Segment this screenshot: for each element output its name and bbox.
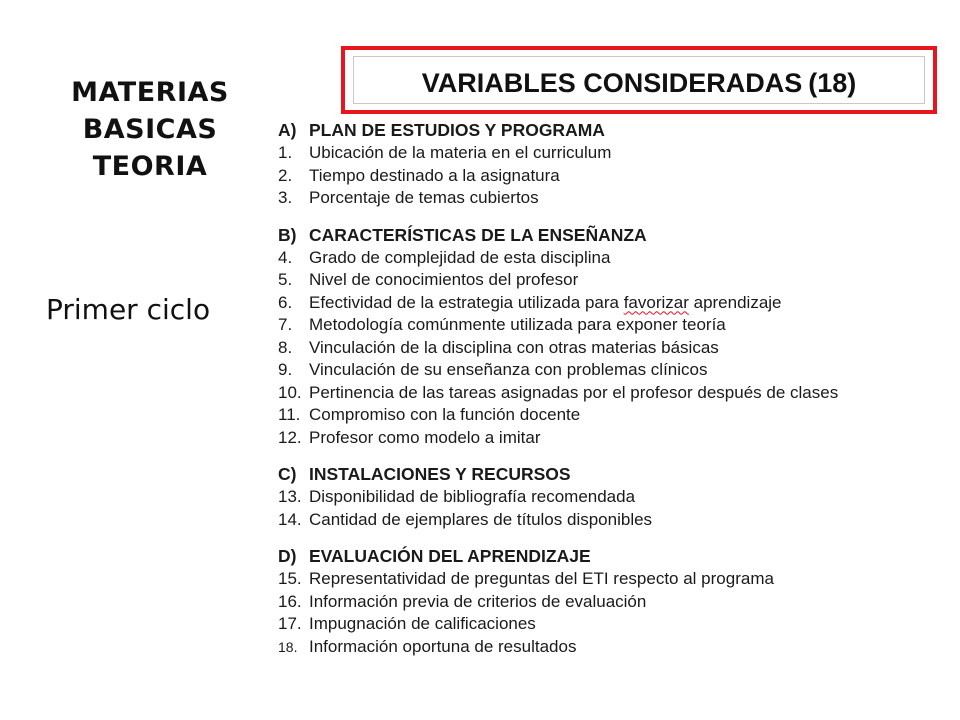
section-heading: [278, 462, 950, 486]
item-number: 5.: [278, 270, 293, 289]
section-heading: [278, 544, 950, 568]
item-text: Representatividad de preguntas del ETI respecto al programa: [309, 569, 774, 588]
item-text: [309, 292, 782, 315]
list-item: [278, 187, 950, 210]
item-number: 10.: [278, 382, 302, 402]
list-item: [278, 247, 950, 270]
item-number: 7.: [278, 315, 293, 334]
item-text: Información oportuna de resultados: [309, 636, 577, 656]
section-caracteristicas-ensenanza: [278, 223, 950, 450]
item-number: 4.: [278, 247, 293, 267]
item-text: Nivel de conocimientos del profesor: [309, 270, 579, 289]
subject-title-line: TEORIA: [92, 151, 208, 182]
item-number: 6.: [278, 292, 293, 312]
item-number: 9.: [278, 360, 293, 379]
item-text: Metodología comúnmente utilizada para exponer teoría: [309, 315, 726, 334]
item-number: 8.: [278, 337, 293, 357]
list-item: [278, 613, 950, 636]
section-heading-text: EVALUACIÓN DEL APRENDIZAJE: [309, 546, 591, 566]
cycle-label: Primer ciclo: [46, 293, 211, 326]
variables-list: [278, 118, 950, 658]
section-heading-text: CARACTERÍSTICAS DE LA ENSEÑANZA: [309, 224, 647, 245]
list-item: [278, 591, 950, 614]
section-heading-text: PLAN DE ESTUDIOS Y PROGRAMA: [309, 120, 605, 140]
item-number: 11.: [278, 405, 301, 424]
item-number: 14.: [278, 509, 302, 529]
subject-title: [40, 74, 260, 185]
list-item: [278, 486, 950, 509]
item-text: Vinculación de su enseñanza con problemas clínicos: [309, 360, 708, 379]
item-number: 15.: [278, 569, 302, 588]
item-text-part: Efectividad de la estrategia utilizada para: [309, 292, 624, 312]
section-marker: C): [278, 464, 297, 484]
list-item: [278, 359, 950, 382]
item-text: Ubicación de la materia en el curriculum: [309, 143, 612, 162]
page-title-text: VARIABLES CONSIDERADAS: [421, 68, 803, 98]
item-text: Tiempo destinado a la asignatura: [309, 165, 560, 185]
item-text: Profesor como modelo a imitar: [309, 427, 541, 447]
list-item: [278, 568, 950, 591]
list-item: [278, 509, 950, 532]
section-heading: [278, 223, 950, 247]
list-item: [278, 292, 950, 315]
section-heading-text: INSTALACIONES Y RECURSOS: [309, 464, 571, 484]
section-marker: B): [278, 224, 297, 245]
item-text: Disponibilidad de bibliografía recomendada: [309, 487, 636, 506]
item-text: Vinculación de la disciplina con otras materias básicas: [309, 337, 719, 357]
item-number: 13.: [278, 487, 302, 506]
list-item: [278, 142, 950, 165]
section-plan-estudios: [278, 118, 950, 210]
item-number: 3.: [278, 188, 293, 207]
item-number: 12.: [278, 427, 302, 447]
item-text: Impugnación de calificaciones: [309, 614, 536, 633]
list-item: [278, 427, 950, 450]
item-number: 1.: [278, 143, 293, 162]
spellcheck-flagged-word: favorizar: [623, 292, 689, 312]
subject-title-line: MATERIAS: [71, 77, 229, 108]
item-number: 18.: [278, 638, 298, 655]
item-text-part: aprendizaje: [688, 292, 782, 312]
item-text: Porcentaje de temas cubiertos: [309, 188, 539, 207]
list-item: [278, 404, 950, 427]
item-text: Grado de complejidad de esta disciplina: [309, 247, 611, 267]
item-number: 17.: [278, 614, 302, 633]
section-instalaciones-recursos: [278, 462, 950, 531]
section-marker: A): [278, 120, 297, 140]
section-heading: [278, 118, 950, 142]
variables-title-box: [341, 46, 937, 114]
item-text: Pertinencia de las tareas asignadas por el profesor después de clases: [309, 382, 839, 402]
item-text: Información previa de criterios de evaluación: [309, 591, 647, 611]
subject-title-line: BASICAS: [82, 114, 218, 145]
section-marker: D): [278, 546, 297, 566]
list-item: [278, 314, 950, 337]
item-text: Compromiso con la función docente: [309, 405, 581, 424]
variables-count: (18): [808, 68, 857, 98]
list-item: [278, 337, 950, 360]
item-number: 16.: [278, 591, 302, 611]
section-evaluacion-aprendizaje: [278, 544, 950, 658]
item-number: 2.: [278, 165, 293, 185]
page-title: [345, 68, 933, 98]
list-item: [278, 382, 950, 405]
list-item: [278, 269, 950, 292]
list-item: [278, 636, 950, 659]
item-text: Cantidad de ejemplares de títulos disponibles: [309, 509, 653, 529]
list-item: [278, 165, 950, 188]
